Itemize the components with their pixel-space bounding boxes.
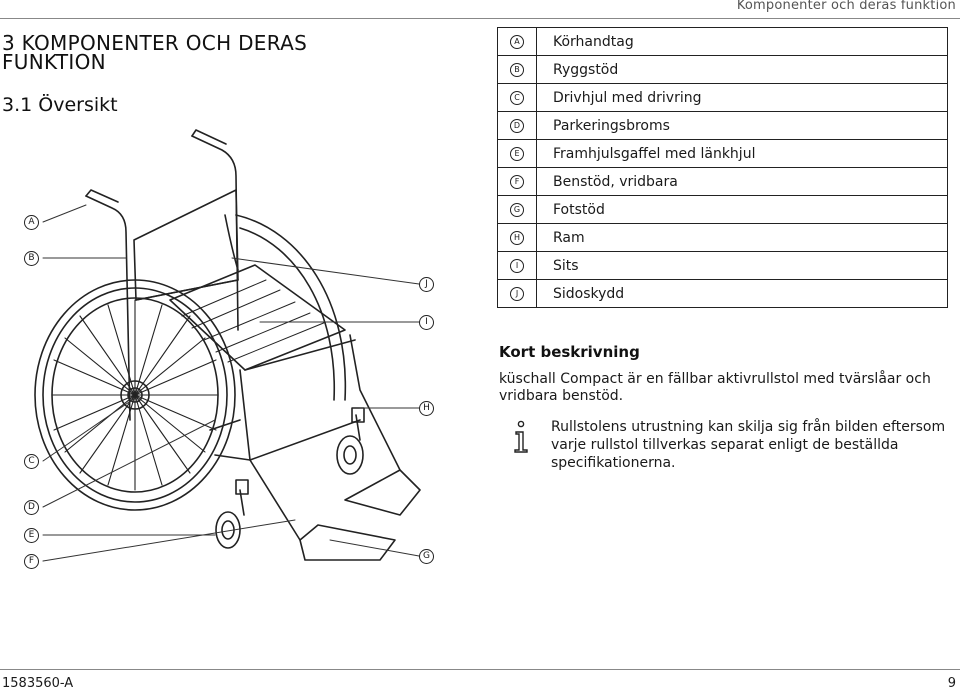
components-table [497,27,948,308]
document-number: 1583560-A [2,676,74,691]
component-name: Ryggstöd [537,56,948,84]
table-row [498,252,948,280]
component-letter: C [510,91,524,105]
callout-e: E [24,528,39,543]
header-divider [0,18,960,19]
component-letter: H [510,231,524,245]
section-title: 3 KOMPONENTER OCH DERAS FUNKTION [2,31,308,74]
page-number: 9 [947,676,956,691]
component-name: Sits [537,252,948,280]
component-name: Fotstöd [537,196,948,224]
callout-j: J [419,277,434,292]
table-row [498,224,948,252]
component-letter: I [510,259,524,273]
callout-d: D [24,500,39,515]
table-row [498,280,948,308]
component-letter: F [510,175,524,189]
callout-f: F [24,554,39,569]
callout-h: H [419,401,434,416]
component-letter: D [510,119,524,133]
component-name: Benstöd, vridbara [537,168,948,196]
component-letter: J [510,287,524,301]
table-row [498,112,948,140]
table-row [498,56,948,84]
table-row [498,140,948,168]
table-row [498,84,948,112]
callout-c: C [24,454,39,469]
rear-wheel-left [35,280,235,510]
description-heading: Kort beskrivning [499,343,640,361]
component-name: Körhandtag [537,28,948,56]
description-text: küschall Compact är en fällbar aktivrullstol med tvärslåar och vridbara benstöd. [499,371,931,404]
callout-b: B [24,251,39,266]
component-letter: G [510,203,524,217]
component-letter: E [510,147,524,161]
callout-i: I [419,315,434,330]
component-name: Ram [537,224,948,252]
component-name: Drivhjul med drivring [537,84,948,112]
component-letter: B [510,63,524,77]
info-icon [511,420,531,454]
component-name: Framhjulsgaffel med länkhjul [537,140,948,168]
component-name: Sidoskydd [537,280,948,308]
component-name: Parkeringsbroms [537,112,948,140]
chapter-running-header: Komponenter och deras funktion [736,0,956,13]
table-row [498,28,948,56]
table-row [498,168,948,196]
callout-g: G [419,549,434,564]
subsection-title: 3.1 Översikt [2,94,118,116]
info-note-text: Rullstolens utrustning kan skilja sig från bilden eftersom varje rullstol tillverkas separat enligt de beställda specifikationerna. [551,419,946,471]
footer-divider [0,669,960,670]
callout-a: A [24,215,39,230]
wheelchair-illustration [0,120,480,580]
component-letter: A [510,35,524,49]
table-row [498,196,948,224]
